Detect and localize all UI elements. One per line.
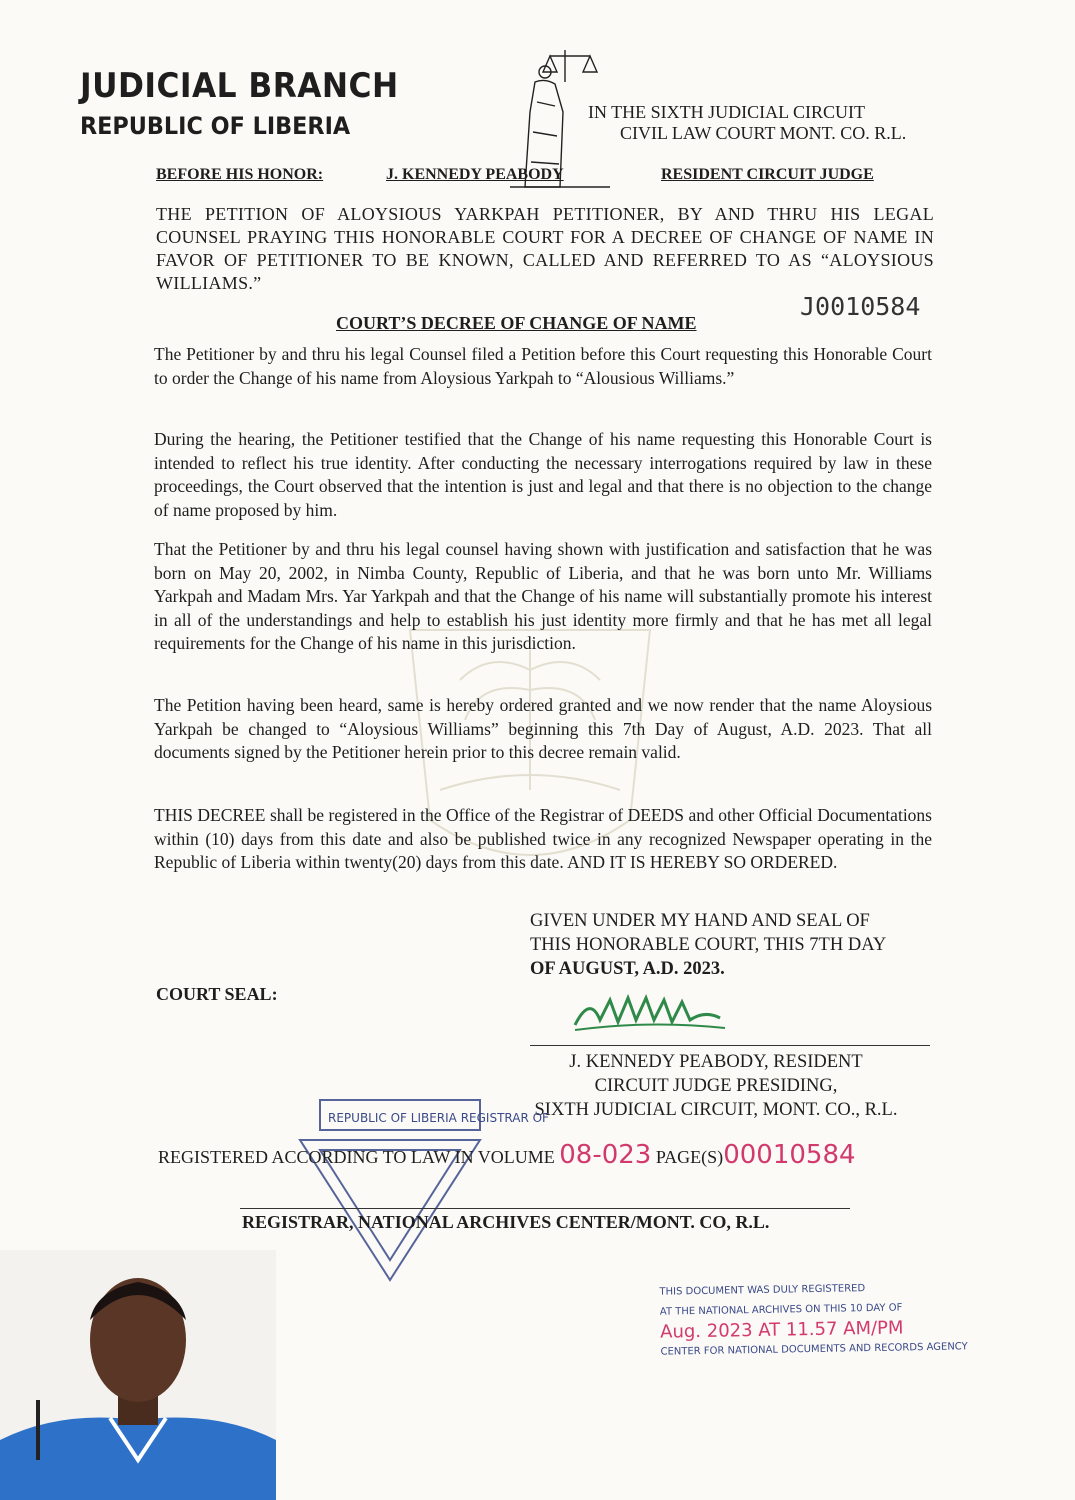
circuit-info xyxy=(588,102,906,144)
decree-paragraph-4: The Petition having been heard, same is hereby ordered granted and we now render that the name Aloysious Yarkpah be changed to “Aloysious Williams” beginning this 7th Day of August, A.D. 2023. That all documents signed by the Petitioner herein prior to this decree remain valid. xyxy=(154,695,932,762)
page-label: PAGE(S) xyxy=(655,1147,724,1167)
petitioner-photo xyxy=(0,1250,276,1500)
archive-line-2: AT THE NATIONAL ARCHIVES ON THIS 10 DAY OF xyxy=(659,1302,903,1318)
court-seal-label: COURT SEAL: xyxy=(156,984,278,1004)
archives-stamp xyxy=(659,1277,968,1362)
registrar-signature-line xyxy=(240,1208,850,1209)
archive-line-3: CENTER FOR NATIONAL DOCUMENTS AND RECORDS AGENCY xyxy=(660,1341,968,1358)
registration-row xyxy=(158,1140,856,1170)
registrar-label: REGISTRAR, NATIONAL ARCHIVES CENTER/MONT. CO, R.L. xyxy=(242,1212,770,1232)
honor-label: BEFORE HIS HONOR: xyxy=(156,166,324,183)
stamp-number: J0010584 xyxy=(800,292,921,321)
decree-title: COURT’S DECREE OF CHANGE OF NAME xyxy=(336,313,697,333)
header-title: JUDICIAL BRANCH xyxy=(80,66,399,106)
registration-label: REGISTERED ACCORDING TO LAW IN VOLUME xyxy=(158,1147,555,1167)
circuit-line-2: CIVIL LAW COURT MONT. CO. R.L. xyxy=(620,123,907,143)
given-line-3: OF AUGUST, A.D. 2023. xyxy=(530,959,725,979)
archive-handwriting: Aug. 2023 AT 11.57 AM/PM xyxy=(660,1317,904,1343)
given-line-2: THIS HONORABLE COURT, THIS 7TH DAY xyxy=(530,935,887,955)
given-under-hand xyxy=(530,909,886,981)
decree-paragraph-2: During the hearing, the Petitioner testified that the Change of his name requesting this Honorable Court is intended to reflect his true identity. After conducting the necessary interrogations required by law in these proceedings, the Court observed that the intention is just and legal and that there is no objection to the change of name proposed by him. xyxy=(154,429,932,520)
honor-judge: J. KENNEDY PEABODY xyxy=(386,166,564,183)
signature-line xyxy=(530,1045,930,1046)
reg-stamp-text: REPUBLIC OF LIBERIA REGISTRAR OF xyxy=(328,1111,549,1125)
circuit-line-1: IN THE SIXTH JUDICIAL CIRCUIT xyxy=(588,102,865,122)
judge-block xyxy=(496,1050,936,1122)
volume-number: 08-023 xyxy=(559,1140,652,1170)
judge-line-1: J. KENNEDY PEABODY, RESIDENT xyxy=(569,1052,863,1072)
header-subtitle: REPUBLIC OF LIBERIA xyxy=(80,112,351,140)
petition-text: THE PETITION OF ALOYSIOUS YARKPAH PETITIONER, BY AND THRU HIS LEGAL COUNSEL PRAYING THIS HONORABLE COURT FOR A DECREE OF CHANGE OF NAME IN FAVOR OF PETITIONER TO BE KNOWN, CALLED AND REFERRED TO AS “ALOYSIOUS WILLIAMS.” xyxy=(156,204,934,293)
judge-signature-icon xyxy=(570,990,730,1040)
decree-paragraph-1: The Petitioner by and thru his legal Counsel filed a Petition before this Court requesting this Honorable Court to order the Change of his name from Aloysious Yarkpah to “Alousious Williams.” xyxy=(154,344,932,388)
judge-line-2: CIRCUIT JUDGE PRESIDING, xyxy=(594,1076,838,1096)
page-number: 00010584 xyxy=(723,1140,856,1170)
judge-line-3: SIXTH JUDICIAL CIRCUIT, MONT. CO., R.L. xyxy=(534,1100,898,1120)
decree-paragraph-5: THIS DECREE shall be registered in the Office of the Registrar of DEEDS and other Official Documentations within (10) days from this date and also be published twice in any recognized Newspaper operating in the Republic of Liberia within twenty(20) days from this date. AND IT IS HEREBY SO ORDERED. xyxy=(154,805,932,872)
honor-title: RESIDENT CIRCUIT JUDGE xyxy=(661,166,874,183)
archive-line-1: THIS DOCUMENT WAS DULY REGISTERED xyxy=(659,1283,866,1298)
given-line-1: GIVEN UNDER MY HAND AND SEAL OF xyxy=(530,911,870,931)
decree-paragraph-3: That the Petitioner by and thru his legal counsel having shown with justification and satisfaction that he was born on May 20, 2002, in Nimba County, Republic of Liberia, and that he was born unto Mr. Williams Yarkpah and Madam Mrs. Yar Yarkpah and that the Change of his name will substantially promote his interest in all of the understandings and help to establish his just identity more firmly and that he has met all legal requirements for the Change of his name in this jurisdiction. xyxy=(154,539,932,653)
